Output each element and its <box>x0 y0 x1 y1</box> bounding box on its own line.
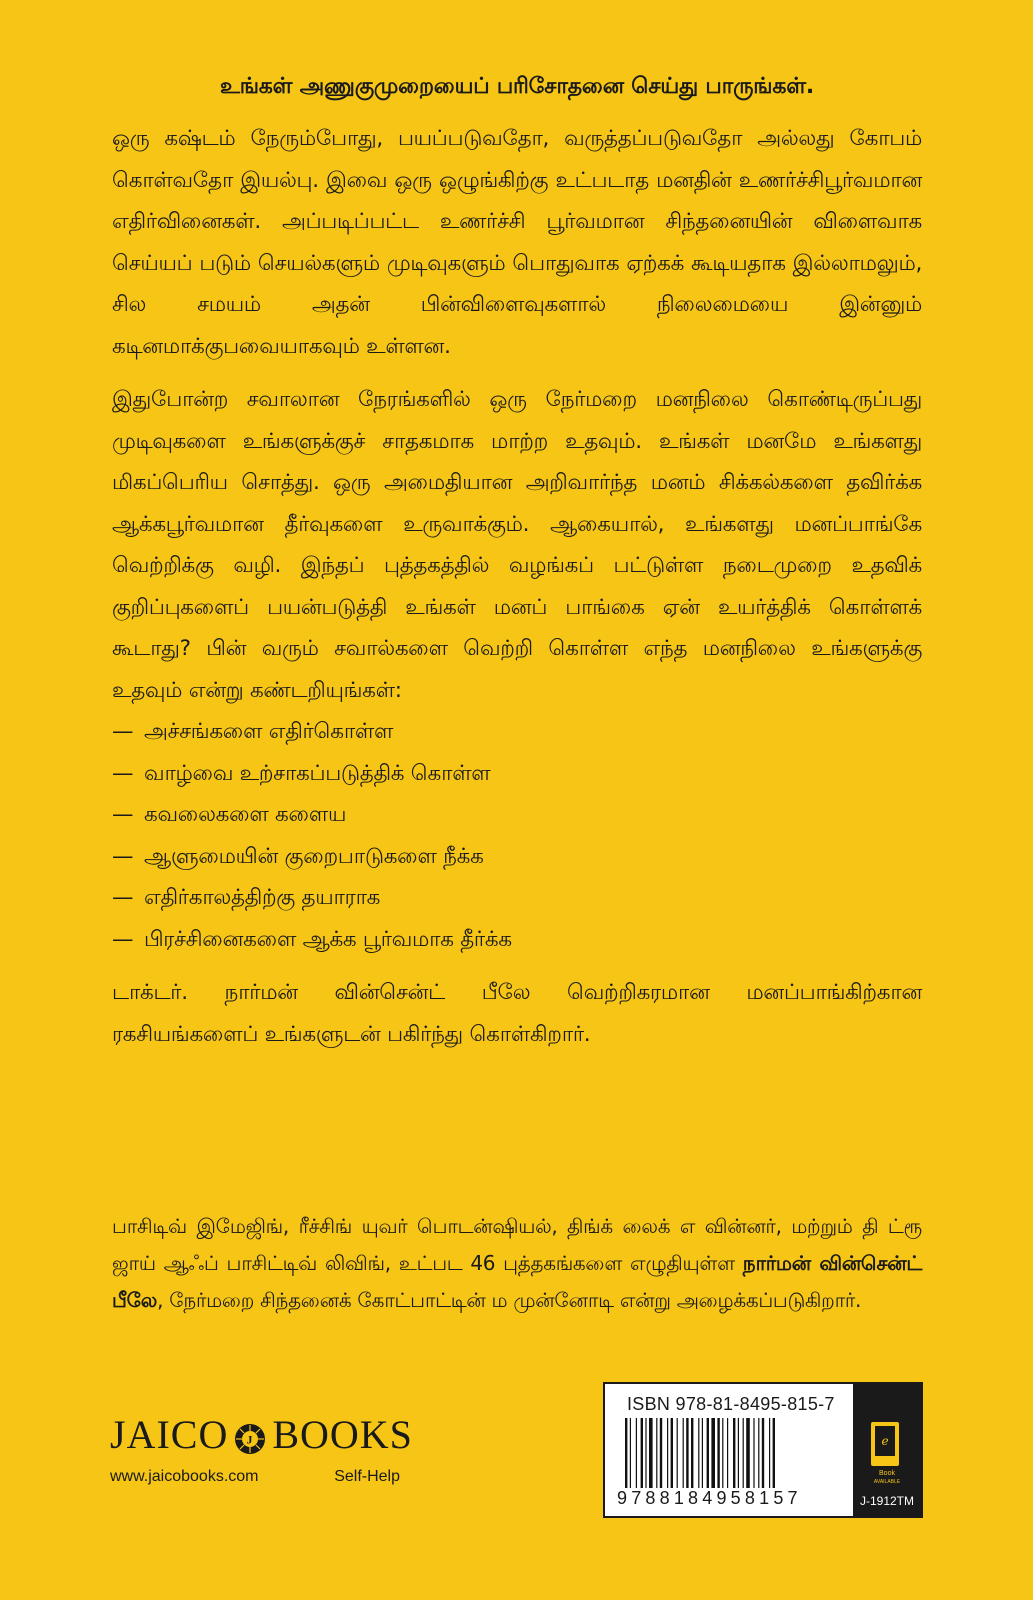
barcode-bar <box>769 1418 770 1488</box>
paragraph-3: டாக்டர். நார்மன் வின்சென்ட் பீலே வெற்றிகரமான மனப்பாங்கிற்கான ரகசியங்களைப் உங்களுடன் பகிர்ந்து கொள்கிறார். <box>112 980 922 1047</box>
barcode-bar <box>649 1418 653 1488</box>
barcode-digits: 9788184958157 <box>617 1488 802 1508</box>
barcode-bar <box>738 1418 739 1488</box>
publisher-logo: JAICO J BOOKS <box>110 1412 413 1457</box>
barcode-bar <box>656 1418 657 1488</box>
barcode-panel <box>603 1382 923 1518</box>
barcode-bar <box>630 1418 631 1488</box>
barcode-bar <box>677 1418 678 1488</box>
list-item: — பிரச்சினைகளை ஆக்க பூர்வமாக தீர்க்க <box>112 926 512 952</box>
svg-text:J: J <box>246 1432 254 1447</box>
paragraph-2: இதுபோன்ற சவாலான நேரங்களில் ஒரு நேர்மறை மனநிலை கொண்டிருப்பது முடிவுகளை உங்களுக்குச் சாதகமாக மாற்ற உதவும். உங்கள் மனமே உங்களது மிகப்பெரிய சொத்து. ஒரு அமைதியான அறிவார்ந்த மனம் சிக்கல்களை தவிர்க்க ஆக்கபூர்வமான தீர்வுகளை உருவாக்கும். ஆகையால், உங்களது மனப்பாங்கே வெற்றிக்கு வழி. இந்தப் புத்தகத்தில் வழங்கப் பட்டுள்ள நடைமுறை உதவிக் குறிப்புகளைப் பயன்படுத்தி உங்கள் மனப் பாங்கை ஏன் உயர்த்திக் கொள்ளக் கூடாது? பின் வரும் சவால்களை வெற்றி கொள்ள எந்த மனநிலை உங்களுக்கு உதவும் என்று கண்டறியுங்கள்: <box>112 387 922 703</box>
job-code: J-1912TM <box>859 1494 915 1508</box>
ebook-icon: e <box>871 1422 899 1466</box>
back-cover-content <box>112 70 922 1067</box>
barcode-bar <box>707 1418 709 1488</box>
book-category: Self-Help <box>334 1468 400 1485</box>
barcode-bar <box>686 1418 688 1488</box>
barcode-bar <box>722 1418 723 1488</box>
publisher-block <box>110 1412 470 1486</box>
barcode-bar <box>645 1418 646 1488</box>
barcode-bar <box>641 1418 643 1488</box>
list-item: — எதிர்காலத்திற்கு தயாராக <box>112 885 381 910</box>
barcode-bar <box>753 1418 754 1488</box>
cover-heading: உங்கள் அணுகுமுறையைப் பரிசோதனை செய்து பாருங்கள். <box>219 74 815 99</box>
author-bio: பாசிடிவ் இமேஜிங், ரீச்சிங் யுவர் பொடன்ஷியல், திங்க் லைக் எ வின்னர், மற்றும் தி ட்ரூ ஜாய் ஆஃப் பாசிட்டிவ் லிவிங், உட்பட 46 புத்தகங்களை எழுதியுள்ள நார்மன் வின்சென்ட் பீலே, நேர்மறை சிந்தனைக் கோட்பாட்டின் ம முன்னோடி என்று அழைக்கப்படுகிறார். <box>112 1214 922 1312</box>
barcode-bar <box>758 1418 759 1488</box>
list-item: — வாழ்வை உற்சாகப்படுத்திக் கொள்ள <box>112 760 491 786</box>
barcode-bar <box>660 1418 662 1488</box>
barcode-bar <box>671 1418 673 1488</box>
publisher-website[interactable]: www.jaicobooks.com <box>110 1468 259 1485</box>
list-item: — கவலைகளை களைய <box>112 802 347 827</box>
barcode-bar <box>733 1418 735 1488</box>
barcode-bar <box>698 1418 699 1488</box>
barcode-bar <box>727 1418 728 1488</box>
barcode-bar <box>773 1418 775 1488</box>
list-item: — அச்சங்களை எதிர்கொள்ள <box>112 719 394 744</box>
isbn-label: ISBN 978-81-8495-815-7 <box>627 1394 835 1414</box>
barcode-bar <box>746 1418 750 1488</box>
barcode-icon <box>625 1418 835 1488</box>
barcode-bar <box>711 1418 715 1488</box>
barcode-bar <box>691 1418 693 1488</box>
ebook-badge: e Book AVAILABLE J-1912TM <box>853 1384 921 1516</box>
sun-emblem-icon <box>234 1419 266 1451</box>
barcode-bar <box>702 1418 703 1488</box>
barcode-bar <box>667 1418 668 1488</box>
barcode-bar <box>625 1418 627 1488</box>
author-name: நார்மன் வின்சென்ட் பீலே <box>112 1251 922 1312</box>
barcode-bar <box>717 1418 719 1488</box>
barcode-bar <box>683 1418 684 1488</box>
benefits-list <box>112 711 922 960</box>
list-item: — ஆளுமையின் குறைபாடுகளை நீக்க <box>112 843 484 869</box>
barcode-bar <box>636 1418 637 1488</box>
barcode-bar <box>762 1418 764 1488</box>
paragraph-1: ஒரு கஷ்டம் நேரும்போது, பயப்படுவதோ, வருத்தப்படுவதோ அல்லது கோபம் கொள்வதோ இயல்பு. இவை ஒரு ஒழுங்கிற்கு உட்படாத மனதின் உணர்ச்சிபூர்வமான எதிர்வினைகள். அப்படிப்பட்ட உணர்ச்சி பூர்வமான சிந்தனையின் விளைவாக செய்யப் படும் செயல்களும் முடிவுகளும் பொதுவாக ஏற்கக் கூடியதாக இல்லாமலும், சில சமயம் அதன் பின்விளைவுகளால் நிலைமையை இன்னும் கடினமாக்குபவையாகவும் உள்ளன. <box>112 126 922 359</box>
barcode-bar <box>743 1418 744 1488</box>
